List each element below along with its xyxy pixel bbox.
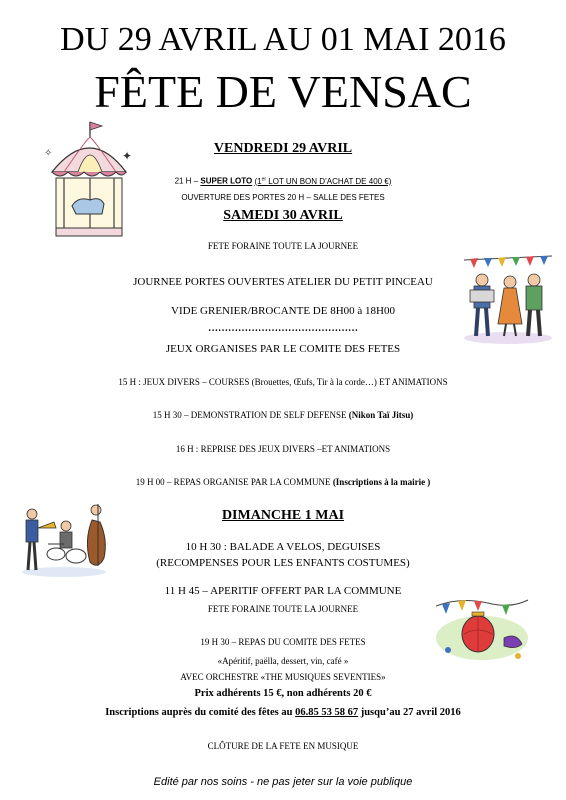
- saturday-games-title: JEUX ORGANISES PAR LE COMITE DES FETES: [165, 343, 401, 355]
- loto-name: SUPER LOTO: [200, 176, 253, 186]
- registration-post: jusqu’au 27 avril 2016: [358, 707, 461, 718]
- date-range-title: DU 29 AVRIL AU 01 MAI 2016: [60, 21, 506, 58]
- loto-prize-pre: (1: [254, 176, 262, 186]
- self-defense-bold: (Nikon Taï Jitsu): [348, 410, 414, 420]
- sunday-rewards: (RECOMPENSES POUR LES ENFANTS COSTUMES): [156, 557, 410, 569]
- saturday-flea-market: VIDE GRENIER/BROCANTE DE 8H00 à 18H00: [171, 305, 395, 317]
- footer-note: Edité par nos soins - ne pas jeter sur la voie publique: [153, 776, 413, 788]
- sunday-prices: Prix adhérents 15 €, non adhérents 20 €: [194, 688, 372, 699]
- saturday-games-15h: 15 H : JEUX DIVERS – COURSES (Brouettes, Œufs, Tir à la corde…) ET ANIMATIONS: [118, 377, 448, 387]
- sunday-orchestra: AVEC ORCHESTRE «THE MUSIQUES SEVENTIES»: [180, 672, 386, 682]
- saturday-games-16h: 16 H : REPRISE DES JEUX DIVERS –ET ANIMATIONS: [175, 444, 391, 454]
- page-title: FÊTE DE VENSAC: [94, 66, 472, 117]
- saturday-dots: ………………………………………: [208, 323, 358, 334]
- saturday-open-house: JOURNEE PORTES OUVERTES ATELIER DU PETIT PINCEAU: [133, 276, 433, 288]
- loto-prize-post: LOT UN BON D’ACHAT DE 400 €): [268, 176, 392, 186]
- sunday-menu: «Apéritif, paëlla, dessert, vin, café »: [217, 656, 349, 666]
- registration-phone: 06.85 53 58 67: [295, 707, 359, 718]
- sunday-fair: FETE FORAINE TOUTE LA JOURNEE: [207, 604, 359, 614]
- sunday-heading: DIMANCHE 1 MAI: [221, 508, 345, 523]
- friday-doors: OUVERTURE DES PORTES 20 H – SALLE DES FETES: [181, 193, 385, 202]
- registration-pre: Inscriptions auprès du comité des fêtes au: [105, 707, 293, 718]
- sunday-dinner: 19 H 30 – REPAS DU COMITE DES FETES: [200, 637, 366, 647]
- svg-text:✦: ✦: [122, 149, 132, 163]
- loto-prize-sup: er: [261, 176, 267, 182]
- meal-bold: (Inscriptions à la mairie ): [332, 477, 431, 487]
- saturday-heading: SAMEDI 30 AVRIL: [223, 208, 343, 223]
- sunday-closing: CLÔTURE DE LA FETE EN MUSIQUE: [207, 741, 359, 751]
- friday-heading: VENDREDI 29 AVRIL: [213, 141, 353, 156]
- saturday-fair: FETE FORAINE TOUTE LA JOURNEE: [207, 241, 359, 251]
- sunday-bike-ride: 10 H 30 : BALADE A VELOS, DEGUISES: [185, 541, 381, 553]
- meal-text: 19 H 00 – REPAS ORGANISE PAR LA COMMUNE: [135, 477, 331, 487]
- saturday-meal: [0, 477, 566, 487]
- sunday-registration: [0, 707, 566, 718]
- saturday-self-defense: [0, 410, 566, 420]
- self-defense-text: 15 H 30 – DEMONSTRATION DE SELF DEFENSE: [152, 410, 347, 420]
- friday-loto: [0, 176, 566, 186]
- sunday-aperitif: 11 H 45 – APERITIF OFFERT PAR LA COMMUNE: [164, 585, 402, 597]
- svg-text:✧: ✧: [44, 148, 53, 159]
- loto-time: 21 H –: [174, 176, 199, 186]
